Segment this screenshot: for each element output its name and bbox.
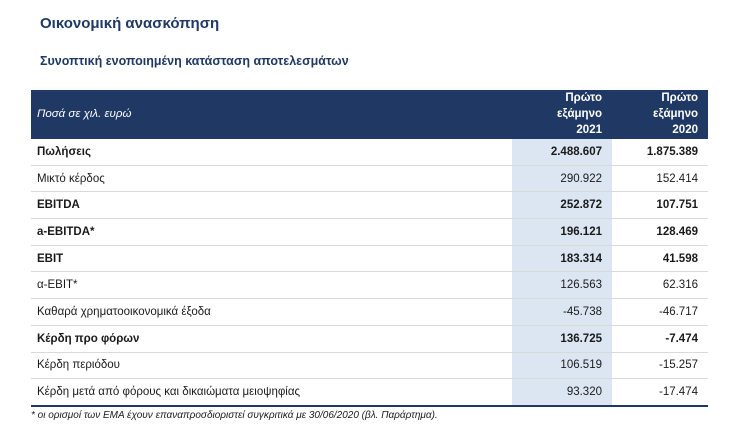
value-h1-2021: 93.320 — [512, 379, 612, 406]
footnote: * οι ορισμοί των ΕΜΑ έχουν επαναπροσδιοριστεί συγκριτικά με 30/06/2020 (βλ. Παράρτημα). — [31, 410, 438, 421]
row-label: EBITDA — [31, 192, 512, 219]
value-h1-2021: 196.121 — [512, 219, 612, 246]
header-h1-2021 — [512, 90, 612, 139]
table-row — [31, 272, 708, 299]
value-h1-2020: 107.751 — [612, 192, 708, 219]
value-h1-2020: 152.414 — [612, 165, 708, 192]
table-row — [31, 219, 708, 246]
table-row — [31, 165, 708, 192]
value-h1-2020: -15.257 — [612, 352, 708, 379]
value-h1-2020: 41.598 — [612, 245, 708, 272]
header-h1-2021-line1: Πρώτο εξάμηνο — [557, 92, 602, 120]
row-label: Κέρδη περιόδου — [31, 352, 512, 379]
table-row — [31, 379, 708, 406]
value-h1-2020: 1.875.389 — [612, 139, 708, 166]
value-h1-2021: 126.563 — [512, 272, 612, 299]
value-h1-2020: 62.316 — [612, 272, 708, 299]
row-label: EBIT — [31, 245, 512, 272]
value-h1-2020: -46.717 — [612, 299, 708, 326]
header-h1-2020-line2: εξάμηνο — [653, 108, 698, 120]
income-statement-table — [31, 90, 708, 407]
value-h1-2021: 290.922 — [512, 165, 612, 192]
section-subtitle: Συνοπτική ενοποιημένη κατάσταση αποτελεσμάτων — [40, 54, 349, 68]
page-title: Οικονομική ανασκόπηση — [40, 15, 220, 32]
table-row — [31, 352, 708, 379]
value-h1-2020: 128.469 — [612, 219, 708, 246]
value-h1-2021: 136.725 — [512, 325, 612, 352]
row-label: Κέρδη μετά από φόρους και δικαιώματα μειοψηφίας — [31, 379, 512, 406]
row-label: α-EBIT* — [31, 272, 512, 299]
header-units-label: Ποσά σε χιλ. ευρώ — [31, 90, 512, 139]
row-label: Καθαρά χρηματοοικονομικά έξοδα — [31, 299, 512, 326]
value-h1-2021: 183.314 — [512, 245, 612, 272]
header-h1-2020 — [612, 90, 708, 139]
value-h1-2020: -7.474 — [612, 325, 708, 352]
value-h1-2020: -17.474 — [612, 379, 708, 406]
row-label: Μικτό κέρδος — [31, 165, 512, 192]
value-h1-2021: 106.519 — [512, 352, 612, 379]
table-header-row — [31, 90, 708, 139]
table-row — [31, 192, 708, 219]
table-row — [31, 245, 708, 272]
table-row — [31, 139, 708, 166]
header-h1-2021-line2: 2021 — [576, 124, 602, 136]
table-row — [31, 325, 708, 352]
value-h1-2021: -45.738 — [512, 299, 612, 326]
header-h1-2020-line3: 2020 — [672, 124, 698, 136]
row-label: a-EBITDA* — [31, 219, 512, 246]
value-h1-2021: 252.872 — [512, 192, 612, 219]
table-body — [31, 139, 708, 406]
header-h1-2020-line1: Πρώτο — [661, 92, 698, 104]
row-label: Πωλήσεις — [31, 139, 512, 166]
value-h1-2021: 2.488.607 — [512, 139, 612, 166]
row-label: Κέρδη προ φόρων — [31, 325, 512, 352]
table-row — [31, 299, 708, 326]
